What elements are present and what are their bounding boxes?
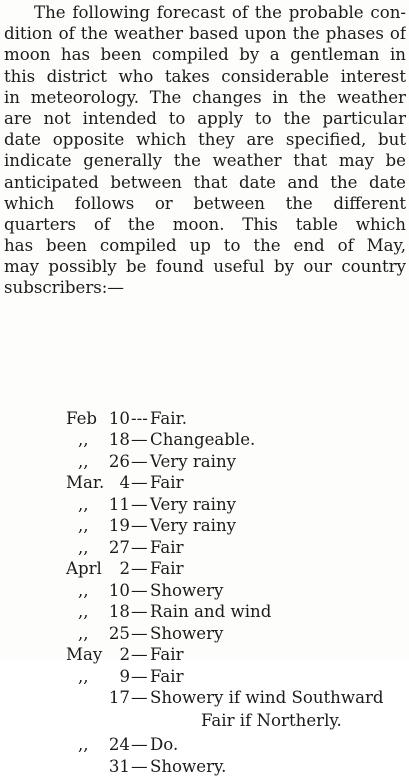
forecast-weather: Showery. — [150, 757, 227, 776]
forecast-dash: — — [131, 602, 148, 621]
forecast-month: Feb — [66, 409, 98, 428]
article-line: subscribers:— — [4, 278, 124, 298]
ditto-mark: ,, — [78, 735, 89, 754]
forecast-dash: — — [131, 624, 148, 643]
forecast-day: 10 — [108, 409, 130, 428]
article-line: are not intended to apply to the particular — [4, 108, 406, 128]
forecast-month: Aprl — [66, 559, 102, 578]
forecast-row — [0, 515, 409, 537]
forecast-weather: Very rainy — [150, 452, 237, 471]
forecast-row — [0, 429, 409, 451]
forecast-day: 18 — [108, 430, 130, 449]
forecast-dash: --- — [131, 409, 148, 428]
article-line: dition of the weather based upon the phases of — [4, 24, 406, 44]
forecast-row — [0, 687, 409, 709]
forecast-day: 2 — [119, 645, 130, 664]
forecast-weather: Fair — [150, 645, 184, 664]
forecast-dash: — — [131, 735, 148, 754]
ditto-mark: ,, — [78, 602, 89, 621]
forecast-day: 9 — [119, 667, 130, 686]
article-paragraph — [4, 2, 406, 299]
forecast-row — [0, 623, 409, 645]
forecast-day: 27 — [108, 538, 130, 557]
forecast-weather: Showery — [150, 624, 224, 643]
forecast-dash: — — [131, 473, 148, 492]
forecast-weather: Very rainy — [150, 495, 237, 514]
forecast-weather: Fair — [150, 559, 184, 578]
forecast-row — [0, 644, 409, 666]
forecast-dash: — — [131, 430, 148, 449]
forecast-weather: Showery — [150, 581, 224, 600]
article-line: which follows or between the different — [4, 193, 406, 213]
forecast-day: 2 — [119, 559, 130, 578]
ditto-mark: ,, — [78, 495, 89, 514]
forecast-month: Mar. — [66, 473, 105, 492]
forecast-weather: Fair — [150, 538, 184, 557]
article-line: in meteorology. The changes in the weather — [4, 87, 406, 107]
article-line: The following forecast of the probable con- — [34, 3, 406, 22]
forecast-weather: Fair. — [150, 409, 187, 428]
article-line: indicate generally the weather that may be — [4, 151, 406, 171]
forecast-row — [0, 580, 409, 602]
forecast-weather: Fair if Northerly. — [201, 711, 342, 730]
forecast-row — [0, 494, 409, 516]
forecast-row — [0, 408, 409, 430]
forecast-row — [0, 710, 409, 732]
ditto-mark: ,, — [78, 516, 89, 535]
forecast-row — [0, 472, 409, 494]
forecast-dash: — — [131, 688, 148, 707]
forecast-weather: Changeable. — [150, 430, 256, 449]
forecast-dash: — — [131, 495, 148, 514]
forecast-dash: — — [131, 452, 148, 471]
forecast-weather: Fair — [150, 667, 184, 686]
forecast-dash: — — [131, 757, 148, 776]
forecast-row — [0, 756, 409, 778]
article-line: quarters of the moon. This table which — [4, 214, 406, 234]
ditto-mark: ,, — [78, 430, 89, 449]
forecast-day: 18 — [108, 602, 130, 621]
ditto-mark: ,, — [78, 538, 89, 557]
article-line: has been compiled up to the end of May, — [4, 236, 406, 256]
forecast-dash: — — [131, 581, 148, 600]
article-line: may possibly be found useful by our country — [4, 257, 406, 277]
forecast-row — [0, 451, 409, 473]
forecast-weather: Rain and wind — [150, 602, 272, 621]
forecast-row — [0, 734, 409, 756]
forecast-row — [0, 601, 409, 623]
forecast-dash: — — [131, 538, 148, 557]
ditto-mark: ,, — [78, 452, 89, 471]
forecast-dash: — — [131, 559, 148, 578]
forecast-day: 11 — [108, 495, 130, 514]
forecast-day: 4 — [119, 473, 130, 492]
forecast-dash: — — [131, 645, 148, 664]
forecast-row — [0, 666, 409, 688]
article-line: this district who takes considerable interest — [4, 66, 406, 86]
forecast-weather: Showery if wind Southward — [150, 688, 384, 707]
forecast-weather: Very rainy — [150, 516, 237, 535]
forecast-row — [0, 537, 409, 559]
forecast-row — [0, 558, 409, 580]
ditto-mark: ,, — [78, 624, 89, 643]
ditto-mark: ,, — [78, 667, 89, 686]
forecast-day: 31 — [108, 757, 130, 776]
forecast-weather: Do. — [150, 735, 179, 754]
forecast-day: 26 — [108, 452, 130, 471]
forecast-weather: Fair — [150, 473, 184, 492]
forecast-day: 10 — [108, 581, 130, 600]
forecast-day: 25 — [108, 624, 130, 643]
forecast-day: 19 — [108, 516, 130, 535]
forecast-dash: — — [131, 516, 148, 535]
forecast-dash: — — [131, 667, 148, 686]
forecast-month: May — [66, 645, 103, 664]
ditto-mark: ,, — [78, 581, 89, 600]
forecast-day: 24 — [108, 735, 130, 754]
article-line: date opposite which they are specified, but — [4, 130, 406, 150]
forecast-day: 17 — [108, 688, 130, 707]
article-line: moon has been compiled by a gentleman in — [4, 45, 406, 65]
article-line: anticipated between that date and the date — [4, 172, 406, 192]
